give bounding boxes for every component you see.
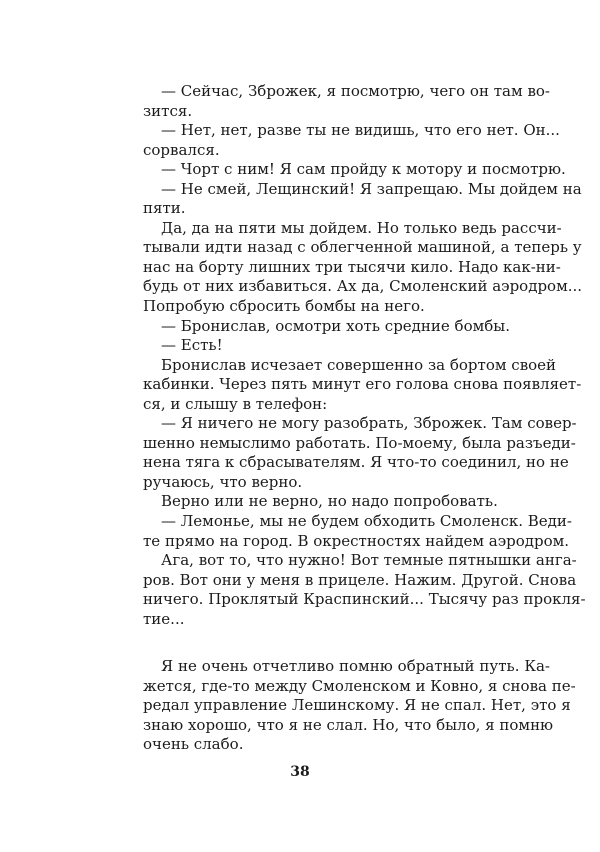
text-line: — Я ничего не могу разобрать, Зброжек. Там совер- bbox=[161, 414, 577, 433]
text-line: шенно немыслимо работать. По-моему, была разъеди- bbox=[143, 433, 576, 452]
text-line: тывали идти назад с облегченной машиной, а теперь у bbox=[143, 238, 582, 257]
text-line: те прямо на город. В окрестностях найдем аэродром. bbox=[143, 531, 570, 550]
text-line: ручаюсь, что верно. bbox=[143, 472, 303, 491]
text-line: Да, да на пяти мы дойдем. Но только ведь рассчи- bbox=[161, 218, 562, 237]
text-line: Бронислав исчезает совершенно за бортом своей bbox=[161, 355, 557, 374]
text-line: — Бронислав, осмотри хоть средние бомбы. bbox=[161, 316, 511, 335]
page-number: 38 bbox=[290, 764, 310, 780]
text-line: пяти. bbox=[143, 199, 186, 218]
second-text-block bbox=[143, 657, 576, 755]
main-text-block bbox=[143, 82, 586, 629]
text-line: — Есть! bbox=[161, 336, 223, 355]
text-line: жется, где-то между Смоленском и Ковно, я снова пе- bbox=[143, 676, 576, 695]
text-line: Ага, вот то, что нужно! Вот темные пятнышки анга- bbox=[161, 551, 577, 570]
text-line: — Не смей, Лещинский! Я запрещаю. Мы дойдем на bbox=[161, 179, 582, 198]
text-line: — Чорт с ним! Я сам пройду к мотору и посмотрю. bbox=[161, 160, 566, 179]
text-line: очень слабо. bbox=[143, 735, 244, 754]
text-line: тие... bbox=[143, 609, 185, 628]
text-line: ничего. Проклятый Краспинский... Тысячу раз прокля- bbox=[143, 590, 586, 609]
text-line: — Сейчас, Зброжек, я посмотрю, чего он там во- bbox=[161, 82, 550, 100]
text-line: Попробую сбросить бомбы на него. bbox=[143, 297, 425, 316]
text-line: — Нет, нет, разве ты не видишь, что его нет. Он... bbox=[161, 121, 560, 140]
text-line: зится. bbox=[143, 101, 193, 120]
text-line: будь от них избавиться. Ах да, Смоленский аэродром... bbox=[143, 277, 583, 296]
text-line: ся, и слышу в телефон: bbox=[143, 394, 328, 413]
text-line: нена тяга к сбрасывателям. Я что-то соединил, но не bbox=[143, 453, 569, 472]
text-line: ров. Вот они у меня в прицеле. Нажим. Другой. Снова bbox=[143, 570, 577, 589]
text-line: сорвался. bbox=[143, 140, 220, 159]
text-line: — Лемонье, мы не будем обходить Смоленск. Веди- bbox=[161, 512, 572, 531]
text-line: кабинки. Через пять минут его голова снова появляет- bbox=[143, 375, 582, 394]
text-line: нас на борту лишних три тысячи кило. Надо как-ни- bbox=[143, 257, 561, 276]
text-line: знаю хорошо, что я не слал. Но, что было, я помню bbox=[143, 715, 554, 734]
text-line: Верно или не верно, но надо попробовать. bbox=[161, 492, 498, 511]
text-line: редал управление Лешинскому. Я не спал. Нет, это я bbox=[143, 696, 571, 715]
text-line: Я не очень отчетливо помню обратный путь. Ка- bbox=[161, 657, 550, 675]
